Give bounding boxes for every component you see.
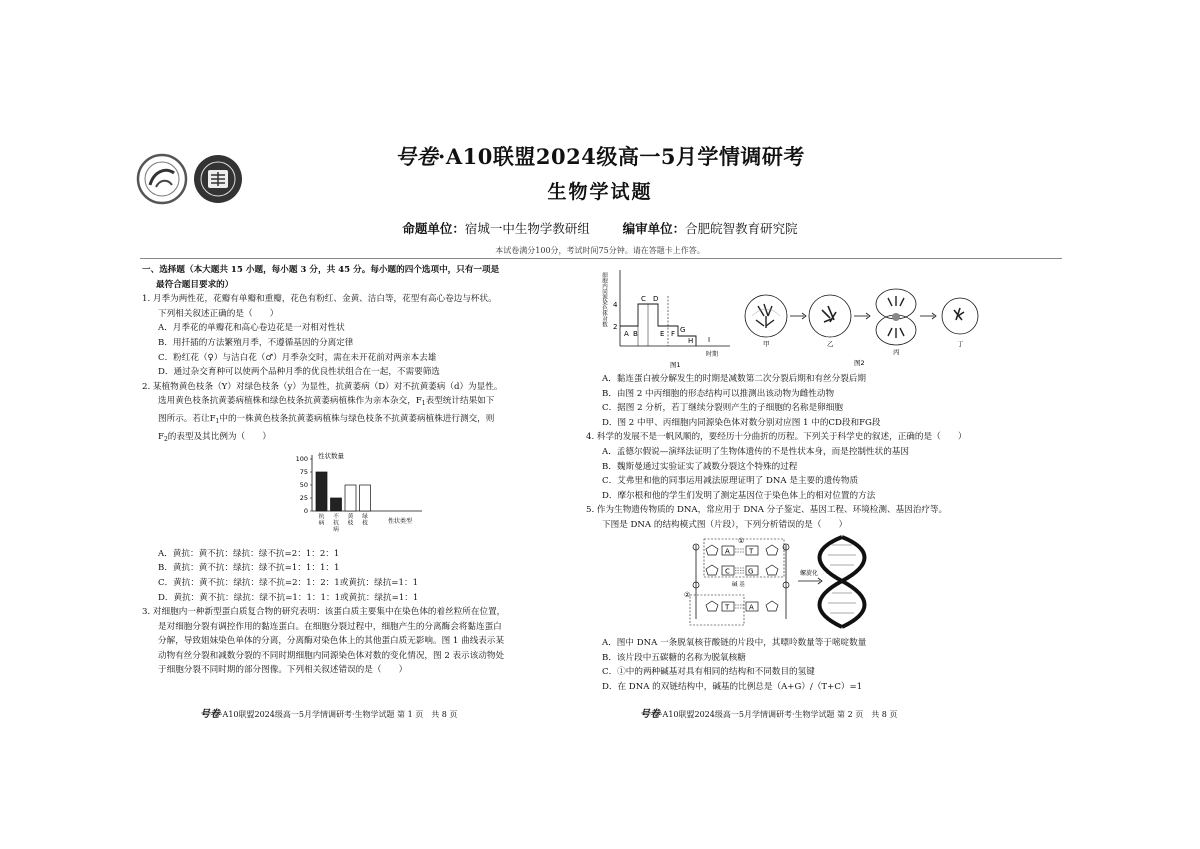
q2-bar-chart [142,449,578,545]
exam-title: 号卷·A10联盟2024级高一5月学情调研考 [395,144,805,169]
logos [136,153,246,205]
bar-chart-ytick-label: 75 [299,468,308,477]
fig1-label-d: D [653,295,659,303]
fig1-ylabel: 细胞内同源染色体对数 [601,272,607,327]
fig1-label-e: E [660,330,665,338]
sugar-icon [766,601,778,611]
section-1-title: 一、选择题（本大题共 15 小题，每小题 3 分，共 45 分。每小题的四个选项中，只有一项是 最符合题目要求的） [142,265,500,290]
bar-chart-xlabel: 性状类型 [388,518,413,526]
fig1-ytick-2: 2 [613,323,618,331]
question-5: 5. 作为生物遗传物质的 DNA，常应用于 DNA 分子鉴定、基因工程、环境检测、基因治疗等。 下图是 DNA 的结构模式图（片段），下列分析错误的是（ ） A T C G T A ① ② 碱 基 螺旋化 A．图中 DNA 一条脱氧核苷酸链的片段中，其嘌呤数量等于嘧啶数量 B．该片段中五碳糖的名称为脱氧核糖 C．①中的两种碱基对具有相同的结构和不同数目的氢键 D．在 DNA 的双链结构中，碱基的比例总是（A+G）/（T+C）=1 [586,503,1056,694]
q1-option-d: D．通过杂交育种可以使两个品种月季的优良性状组合在一起，不需要筛选 [158,367,440,378]
hydrogen-bond [735,605,745,608]
bar-category-label: 病 [318,520,325,527]
q1-option-b: B．用扦插的方法繁殖月季，不遵循基因的分离定律 [158,337,354,348]
q5-option-d: D．在 DNA 的双链结构中，碱基的比例总是（A+G）/（T+C）=1 [602,681,863,692]
cell-ding-icon [942,298,978,334]
q4-option-b: B．魏斯曼通过实验证实了减数分裂这个特殊的过程 [602,461,798,472]
q3-option-c: C．据图 2 分析，若丁继续分裂则产生的子细胞的名称是卵细胞 [602,403,843,414]
base-a-bottom: A [749,603,754,612]
q1-option-a: A．月季花的单瓣花和高心卷边花是一对相对性状 [158,323,345,334]
dna-structure-svg [682,535,922,629]
fig1-label-i: I [708,336,711,344]
bar-4 [360,485,371,511]
bar-category-label: 不 [333,514,339,521]
q4-option-a: A．孟德尔假说—演绎法证明了生物体遗传的不是性状本身，而是控制性状的基因 [602,446,909,457]
label-jian: 碱 基 [732,581,745,588]
label-helix: 螺旋化 [800,569,819,577]
hydrogen-bond [735,549,745,552]
bar-chart-ytick-label: 100 [295,455,308,464]
reviewer-value: 合肥皖智教育研究院 [685,221,798,236]
box-2 [690,595,744,625]
question-3-options [586,372,1056,430]
base-c-mid: C [725,567,730,576]
q4-option-d: D．摩尔根和他的学生们发明了测定基因位于染色体上的相对位置的方法 [602,490,876,501]
bar-chart-ylabel: 性状数量 [318,452,344,461]
q2-option-d: D．黄抗：黄不抗：绿抗：绿不抗=1：1：1：1或黄抗：绿抗=1：1 [158,592,419,603]
bar-chart-ytick-label: 0 [303,507,308,516]
question-4: 4. 科学的发展不是一帆风顺的，要经历十分曲折的历程。下列关于科学史的叙述，正确的是（ ） A．孟德尔假说—演绎法证明了生物体遗传的不是性状本身，而是控制性状的基因 B．魏斯曼通过实验证实了减数分裂这个特殊的过程 C．艾弗里和他的同事运用减法原理证明了 DNA 是主要的遗传物质 D．摩尔根和他的学生们发明了测定基因位于染色体上的相对位置的方法 [586,430,1056,503]
bar-category-label: 枝 [362,520,368,527]
bar-chart-ytick-label: 25 [299,494,308,503]
base-t-top: T [749,547,754,556]
double-helix-icon [820,537,865,627]
bar-1 [316,472,327,511]
reviewer-label: 编审单位： [622,221,686,236]
fig1-caption: 图1 [670,361,681,369]
setter-label: 命题单位： [402,221,465,236]
fig2-caption: 图2 [854,359,865,367]
sugar-icon [706,565,718,575]
school-emblem-icon [138,155,186,203]
base-t-bottom: T [725,603,730,612]
q5-dna-figure [586,535,1056,635]
fig1-label-c: C [641,295,646,303]
figure-1-step-graph [600,266,740,370]
q2-option-a: A．黄抗：黄不抗：绿抗：绿不抗=2：1：2：1 [158,548,340,559]
q3-option-d: D．图 2 中甲、丙细胞内同源染色体对数分别对应图 1 中的CD段和FG段 [602,417,881,428]
cell-label-yi: 乙 [827,340,834,348]
base-g-mid: G [748,567,754,576]
left-column [142,263,578,678]
fig1-label-h: H [688,337,694,345]
bar-3 [345,485,356,511]
bar-category-label: 枝 [347,520,354,527]
bar-chart-svg [282,449,432,539]
logo-group [136,153,246,205]
bar-2 [331,498,342,511]
circle-label-1: ① [738,536,745,545]
base-a-top: A [725,547,730,556]
question-2: 2. 某植物黄色枝条（Y）对绿色枝条（y）为显性，抗黄萎病（D）对不抗黄萎病（d）为显性。 选用黄色枝条抗黄萎病植株和绿色枝条抗黄萎病植株作为亲本杂交，$F_1$表型统计结果如下 图所示。若让$F_1$中的一株黄色枝条抗黄萎病植株与绿色枝条不抗黄萎病植株进行测交，则 $F_2$的表型及其比例为（ ） 0 25 50 75 100 抗 病 不 抗 病 黄 枝 绿 枝 性状数量 性状类型 A．黄抗：黄不抗：绿抗：绿不抗=2：1：2：1 B．黄抗：黄不抗：绿抗：绿不抗=1：1：1：1 C．黄抗：黄不抗：绿抗：绿不抗=2：1：2：1或黄抗：绿抗=1：1 D．黄抗：黄不抗：绿抗：绿不抗=1：1：1：1或黄抗：绿抗=1：1 [142,380,578,605]
footer-page-1: 号卷·A10联盟2024级高一5月学情调研考·生物学试题 第 1 页 共 8 页 [200,709,458,720]
fig1-ytick-4: 4 [613,301,618,309]
header-divider [140,258,1062,259]
q5-option-a: A．图中 DNA 一条脱氧核苷酸链的片段中，其嘌呤数量等于嘧啶数量 [602,638,867,649]
setter-units [300,219,900,237]
brand-mark: 号卷 [395,144,439,169]
bar-category-label: 绿 [362,514,368,521]
q2-option-b: B．黄抗：黄不抗：绿抗：绿不抗=1：1：1：1 [158,563,340,574]
sugar-icon [766,545,778,555]
bar-chart-ytick-label: 50 [299,481,308,490]
question-3: 3. 对细胞内一种新型蛋白质复合物的研究表明：该蛋白质主要集中在染色体的着丝粒所在位置， 是对细胞分裂有调控作用的黏连蛋白。在细胞分裂过程中，细胞产生的分离酶会将黏连蛋白 分解，导致姐妹染色单体的分离，分离酶对染色体上的其他蛋白质无影响。图 1 曲线表示某 动物有丝分裂和减数分裂的不同时期细胞内同源染色体对数的变化情况，图 2 表示该动物处 于细胞分裂不同时期的部分图像。下列相关叙述错误的是（ ） [142,607,506,676]
q5-option-b: B．该片段中五碳糖的名称为脱氧核糖 [602,652,746,663]
cell-label-ding: 丁 [957,340,964,348]
exam-notice: 本试卷满分100分，考试时间75分钟。请在答题卡上作答。 [495,246,705,255]
setter-value: 宿城一中生物学教研组 [464,221,590,236]
q3-option-a: A．黏连蛋白被分解发生的时期是减数第二次分裂后期和有丝分裂后期 [602,374,867,384]
bar-category-label: 病 [333,527,339,534]
circle-label-2: ② [684,590,691,599]
fig1-label-g: G [680,326,686,334]
sugar-icon [766,565,778,575]
fig1-label-b: B [633,330,638,338]
fig1-label-a: A [624,330,629,338]
sugar-icon [706,545,718,555]
q5-option-c: C．①中的两种碱基对具有相同的结构和不同数目的氢键 [602,667,815,678]
footer-page-2: 号卷·A10联盟2024级高一5月学情调研考·生物学试题 第 2 页 共 8 页 [640,709,898,720]
q2-option-c: C．黄抗：黄不抗：绿抗：绿不抗=2：1：2：1或黄抗：绿抗=1：1 [158,577,419,588]
bar-category-label: 抗 [318,514,325,521]
cell-yi-icon [809,295,851,337]
hydrogen-bond [735,568,745,573]
right-column [586,264,1056,695]
cell-bing-icon [876,289,916,345]
subject-title: 生物学试题 [547,181,653,203]
fig1-curve [620,304,696,346]
bar-category-label: 抗 [333,520,339,527]
fig1-xlabel: 时期 [706,351,719,358]
q4-option-c: C．艾弗里和他的同事运用减法原理证明了 DNA 是主要的遗传物质 [602,476,859,487]
bar-category-label: 黄 [347,514,354,521]
fig1-label-f: F [671,330,676,338]
wanzhi-education-seal-icon [194,155,242,203]
q3-option-b: B．由图 2 中丙细胞的形态结构可以推测出该动物为雌性动物 [602,388,835,399]
q1-option-c: C．粉红花（♀）与洁白花（♂）月季杂交时，需在未开花前对两亲本去雄 [158,352,437,363]
cell-label-jia: 甲 [763,340,770,348]
exam-header [330,143,870,204]
q3-figures [586,266,1056,370]
figure-2-cells [744,288,1044,370]
sugar-icon [706,601,718,611]
question-1: 1. 月季为两性花，花瓣有单瓣和重瓣，花色有粉红、金黄、洁白等，花型有高心卷边与杯状。 下列相关叙述正确的是（ ） A．月季花的单瓣花和高心卷边花是一对相对性状 B．用扦插的方法繁殖月季，不遵循基因的分离定律 C．粉红花（♀）与洁白花（♂）月季杂交时，需在未开花前对两亲本去雄 D．通过杂交育种可以使两个品种月季的优良性状组合在一起，不需要筛选 [142,292,578,380]
cell-jia-icon [745,295,787,337]
cell-label-bing: 丙 [893,348,900,356]
